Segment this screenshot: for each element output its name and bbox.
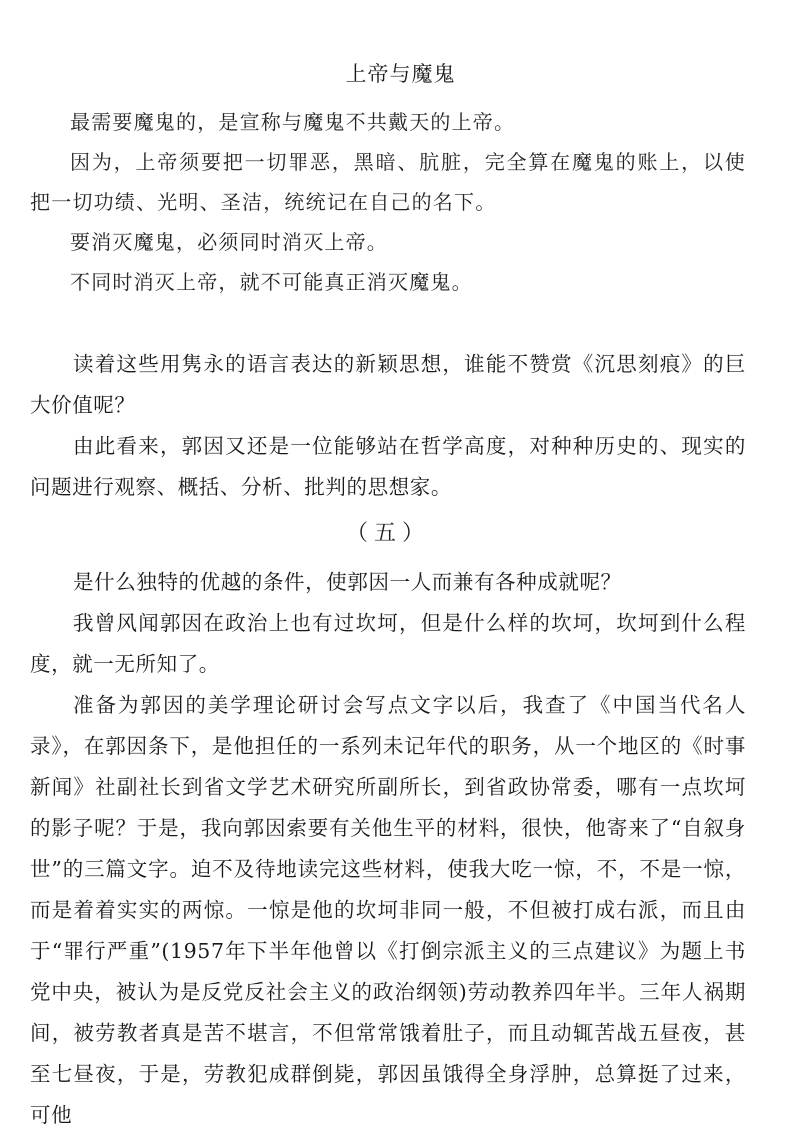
aphorism-line: 不同时消灭上帝，就不可能真正消灭魔鬼。 xyxy=(70,270,473,294)
section-heading: （五） xyxy=(345,521,430,546)
quoted-aphorism xyxy=(30,58,746,302)
aphorism-title: 上帝与魔鬼 xyxy=(345,62,456,86)
aphorism-line: 要消灭魔鬼，必须同时消灭上帝。 xyxy=(70,230,388,254)
body-text-part-2 xyxy=(30,562,746,1136)
paragraph: 读着这些用隽永的语言表达的新颖思想，谁能不赞赏《沉思刻痕》的巨大价值呢？ xyxy=(30,352,746,417)
paragraph: 是什么独特的优越的条件，使郭因一人而兼有各种成就呢？ xyxy=(73,570,622,594)
aphorism-line: 最需要魔鬼的，是宣称与魔鬼不共戴天的上帝。 xyxy=(70,110,516,134)
paragraph: 我曾风闻郭因在政治上也有过坎坷，但是什么样的坎坷，坎坷到什么程度，就一无所知了。 xyxy=(30,611,746,676)
aphorism-line: 因为，上帝须要把一切罪恶，黑暗、肮脏，完全算在魔鬼的账上，以使把一切功绩、光明、圣洁，统统记在自己的名下。 xyxy=(30,150,746,214)
paragraph: 准备为郭因的美学理论研讨会写点文字以后，我查了《中国当代名人录》，在郭因条下，是他担任的一系列未记年代的职务，从一个地区的《时事新闻》社副社长到省文学艺术研究所副所长，到省政协常委，哪有一点坎坷的影子呢？于是，我向郭因索要有关他生平的材料，很快，他寄来了“自叙身世”的三篇文字。迫不及待地读完这些材料，使我大吃一惊，不，不是一惊，而是着着实实的两惊。一惊是他的坎坷非同一般，不但被打成右派，而且由于“罪行严重”(1957年下半年他曾以《打倒宗派主义的三点建议》为题上书党中央，被认为是反党反社会主义的政治纲领)劳动教养四年半。三年人祸期间，被劳教者真是苦不堪言，不但常常饿着肚子，而且动辄苦战五昼夜，甚至七昼夜，于是，劳教犯成群倒毙，郭因虽饿得全身浮肿，总算挺了过来，可他 xyxy=(30,693,746,1127)
paragraph: 由此看来，郭因又还是一位能够站在哲学高度，对种种历史的、现实的问题进行观察、概括、分析、批判的思想家。 xyxy=(30,434,746,499)
body-text-part-1 xyxy=(30,344,746,508)
spacer xyxy=(30,302,746,344)
